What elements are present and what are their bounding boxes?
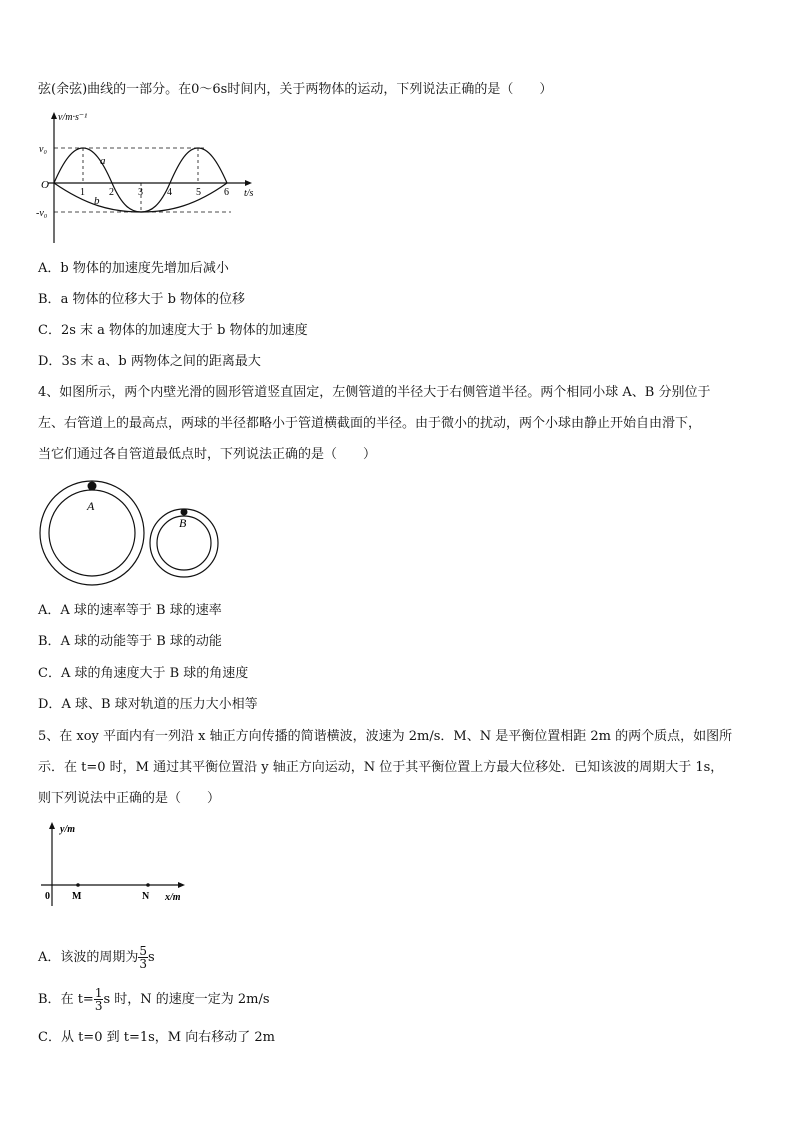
- q3-option-c: C．2s 末 a 物体的加速度大于 b 物体的加速度: [38, 323, 308, 338]
- point-m: [76, 883, 80, 887]
- label-m: M: [72, 891, 82, 902]
- x-axis-label: t/s: [244, 188, 254, 199]
- q4-text-line1: 4、如图所示，两个内壁光滑的圆形管道竖直固定，左侧管道的半径大于右侧管道半径。两个相同小球 A、B 分别位于: [38, 385, 711, 400]
- q4-text-line2: 左、右管道上的最高点，两球的半径都略小于管道横截面的半径。由于微小的扰动，两个小球由静止开始自由滑下，: [38, 416, 702, 431]
- origin-label: 0: [45, 891, 50, 902]
- q4-option-c: C．A 球的角速度大于 B 球的角速度: [38, 666, 249, 681]
- y-axis-label: y/m: [60, 824, 75, 835]
- fraction-5-3: $\frac{5}{3}$: [139, 944, 148, 971]
- q5-text-line3: 则下列说法中正确的是（ ）: [38, 791, 221, 806]
- tick-5: 5: [196, 187, 201, 198]
- neg-v0-label: -v₀: [36, 208, 48, 219]
- point-n: [146, 883, 150, 887]
- v0-label: v₀: [39, 144, 47, 155]
- label-b: B: [179, 516, 187, 530]
- ball-b: [181, 509, 188, 516]
- q5-option-b: B．在 t= $\frac{1}{3}$ s 时，N 的速度一定为 2m/s: [38, 986, 270, 1013]
- origin-label: O: [41, 179, 49, 191]
- ball-a: [88, 482, 97, 491]
- q3-option-d: D．3s 末 a、b 两物体之间的距离最大: [38, 354, 261, 369]
- x-axis-label: x/m: [165, 892, 181, 903]
- curve-a: [54, 148, 227, 212]
- q5-text-line1: 5、在 xoy 平面内有一列沿 x 轴正方向传播的简谐横波，波速为 2m/s．M、N 是平衡位置相距 2m 的两个质点，如图所: [38, 729, 733, 744]
- label-n: N: [142, 891, 150, 902]
- q3-option-b: B．a 物体的位移大于 b 物体的位移: [38, 292, 246, 307]
- tick-6: 6: [224, 187, 229, 198]
- q3-intro-text: 弦(余弦)曲线的一部分。在0～6s时间内，关于两物体的运动，下列说法正确的是（ ）: [38, 82, 553, 97]
- tick-2: 2: [109, 187, 114, 198]
- q4-option-d: D．A 球、B 球对轨道的压力大小相等: [38, 697, 258, 712]
- q4-text-line3: 当它们通过各自管道最低点时，下列说法正确的是（ ）: [38, 447, 377, 462]
- q5-option-a: A．该波的周期为 $\frac{5}{3}$ s: [38, 944, 155, 971]
- curve-a-label: a: [100, 155, 106, 167]
- q4-option-b: B．A 球的动能等于 B 球的动能: [38, 634, 222, 649]
- q5-text-line2: 示．在 t=0 时，M 通过其平衡位置沿 y 轴正方向运动，N 位于其平衡位置上方最大位移处．已知该波的周期大于 1s，: [38, 760, 724, 775]
- label-a: A: [87, 499, 95, 513]
- q5-wave-axes-figure: [38, 818, 198, 908]
- q3-option-a: A．b 物体的加速度先增加后减小: [38, 261, 229, 276]
- tick-3: 3: [138, 187, 143, 198]
- q5-option-c: C．从 t=0 到 t=1s，M 向右移动了 2m: [38, 1030, 275, 1045]
- tick-1: 1: [80, 187, 85, 198]
- curve-b-label: b: [94, 195, 100, 207]
- tick-4: 4: [167, 187, 172, 198]
- q3-velocity-time-graph: [36, 108, 266, 248]
- fraction-1-3: $\frac{1}{3}$: [94, 986, 103, 1013]
- q4-option-a: A．A 球的速率等于 B 球的速率: [38, 603, 222, 618]
- q4-circular-tubes-figure: [36, 478, 226, 590]
- y-axis-label: v/m·s⁻¹: [58, 112, 88, 123]
